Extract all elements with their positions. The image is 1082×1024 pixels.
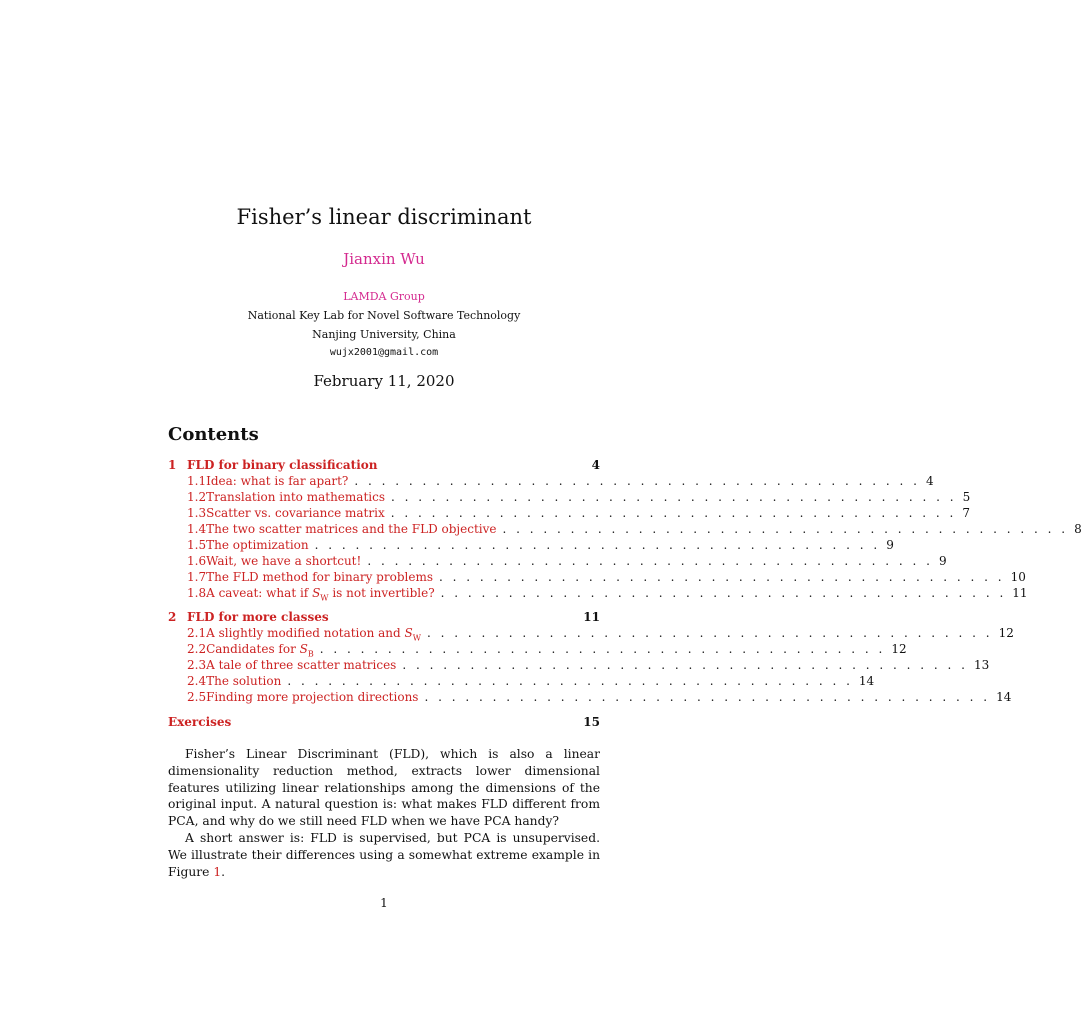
contents-heading: Contents bbox=[168, 424, 259, 445]
toc-page: 7 bbox=[962, 506, 970, 520]
affiliation-lab: National Key Lab for Novel Software Technology bbox=[247, 309, 521, 322]
math-sub: W bbox=[412, 633, 422, 643]
toc-subsection-2-1[interactable] bbox=[168, 625, 1014, 643]
toc-page: 8 bbox=[1074, 522, 1082, 536]
paragraph: Fisher’s Linear Discriminant (FLD), which is also a linear dimensionality reduction method, extracts lower dimensional features utilizing linear relationships among the dimensions of the original input. A natural question is: what makes FLD different from PCA, and why do we still need FLD when we have PCA handy? bbox=[168, 747, 600, 829]
toc-leader: . . . . . . . . . . . . . . . . . . . . . . . . . . . . . . . . . . . . . . . . . . bbox=[427, 626, 993, 640]
toc-page: 11 bbox=[583, 610, 600, 624]
toc-leader: . . . . . . . . . . . . . . . . . . . . . . . . . . . . . . . . . . . . . . . . . . bbox=[440, 586, 1007, 600]
toc-title[interactable]: Idea: what is far apart? bbox=[206, 474, 349, 488]
toc-section-2[interactable] bbox=[168, 609, 600, 625]
toc-page: 12 bbox=[891, 642, 907, 656]
figure-reference-link[interactable]: 1 bbox=[213, 864, 222, 879]
toc-title[interactable]: The two scatter matrices and the FLD objective bbox=[206, 522, 497, 536]
toc-page: 13 bbox=[973, 658, 990, 672]
toc-number: 2.1 bbox=[187, 626, 207, 640]
paper-date: February 11, 2020 bbox=[313, 372, 455, 390]
toc-title[interactable]: Scatter vs. covariance matrix bbox=[206, 506, 385, 520]
toc-subsection-2-2[interactable] bbox=[168, 641, 907, 659]
toc-title[interactable]: A tale of three scatter matrices bbox=[206, 658, 397, 672]
toc-exercises[interactable] bbox=[168, 714, 600, 730]
math-var: S bbox=[404, 626, 413, 640]
toc-subsection-1-3[interactable] bbox=[168, 505, 970, 521]
toc-page: 15 bbox=[583, 715, 600, 729]
math-sub: W bbox=[320, 593, 329, 603]
toc-leader: . . . . . . . . . . . . . . . . . . . . . . . . . . . . . . . . . . . . . . . . . . bbox=[314, 538, 881, 552]
toc-number: 1.5 bbox=[187, 538, 207, 552]
toc-title[interactable]: Exercises bbox=[168, 715, 232, 729]
toc-title[interactable]: The optimization bbox=[206, 538, 309, 552]
toc-leader: . . . . . . . . . . . . . . . . . . . . . . . . . . . . . . . . . . . . . . . . . . bbox=[390, 506, 957, 520]
toc-title-pre: A caveat: what if bbox=[206, 586, 313, 600]
toc-page: 9 bbox=[938, 554, 947, 568]
toc-title[interactable]: FLD for binary classification bbox=[187, 458, 378, 472]
paragraph-text: A short answer is: FLD is supervised, but PCA is unsupervised. We illustrate their differences using a somewhat extreme example in Figure bbox=[168, 830, 600, 879]
paper-title: Fisher’s linear discriminant bbox=[236, 205, 532, 229]
toc-leader: . . . . . . . . . . . . . . . . . . . . . . . . . . . . . . . . . . . . . . . . . . bbox=[424, 690, 991, 704]
toc-leader: . . . . . . . . . . . . . . . . . . . . . . . . . . . . . . . . . . . . . . . . . . bbox=[390, 490, 957, 504]
math-sub: B bbox=[307, 649, 314, 659]
toc-page: 9 bbox=[886, 538, 894, 552]
toc-number: 2.4 bbox=[187, 674, 207, 688]
toc-subsection-1-1[interactable] bbox=[168, 473, 934, 489]
toc-page: 14 bbox=[996, 690, 1012, 704]
toc-subsection-1-5[interactable] bbox=[168, 537, 894, 553]
toc-title-pre: A slightly modified notation and bbox=[206, 626, 405, 640]
toc-page: 10 bbox=[1010, 570, 1026, 584]
paragraph bbox=[168, 830, 600, 880]
math-var: S bbox=[299, 642, 308, 656]
toc-section-1[interactable] bbox=[168, 457, 600, 473]
toc-subsection-1-8[interactable] bbox=[168, 585, 1028, 603]
toc-page: 12 bbox=[998, 626, 1014, 640]
toc-leader: . . . . . . . . . . . . . . . . . . . . . . . . . . . . . . . . . . . . . . . . . . bbox=[502, 522, 1069, 536]
toc-title[interactable]: Wait, we have a shortcut! bbox=[206, 554, 362, 568]
toc-leader: . . . . . . . . . . . . . . . . . . . . . . . . . . . . . . . . . . . . . . . . . . bbox=[287, 674, 853, 688]
toc-page: 11 bbox=[1012, 586, 1028, 600]
toc-number: 1.7 bbox=[187, 570, 207, 584]
toc-leader: . . . . . . . . . . . . . . . . . . . . . . . . . . . . . . . . . . . . . . . . . . bbox=[367, 554, 933, 568]
toc-page: 14 bbox=[858, 674, 875, 688]
toc-title[interactable]: Finding more projection directions bbox=[206, 690, 419, 704]
body-text bbox=[168, 746, 600, 880]
toc-page: 4 bbox=[925, 474, 934, 488]
toc-subsection-1-6[interactable] bbox=[168, 553, 947, 569]
toc-leader: . . . . . . . . . . . . . . . . . . . . . . . . . . . . . . . . . . . . . . . . . . bbox=[319, 642, 886, 656]
toc-number: 2.3 bbox=[187, 658, 207, 672]
toc-number: 1.1 bbox=[187, 474, 207, 488]
toc-title[interactable]: The solution bbox=[206, 674, 282, 688]
toc-title[interactable]: FLD for more classes bbox=[187, 610, 329, 624]
toc-number: 1.8 bbox=[187, 586, 207, 600]
toc-subsection-1-4[interactable] bbox=[168, 521, 1082, 537]
toc-subsection-2-5[interactable] bbox=[168, 689, 1012, 705]
affiliation-university: Nanjing University, China bbox=[312, 328, 456, 341]
toc-number: 2 bbox=[168, 610, 177, 624]
toc-number: 1 bbox=[168, 458, 177, 472]
toc-subsection-1-7[interactable] bbox=[168, 569, 1026, 585]
toc-subsection-2-4[interactable] bbox=[168, 673, 875, 689]
toc-title[interactable]: Translation into mathematics bbox=[206, 490, 385, 504]
math-var: S bbox=[312, 586, 321, 600]
paragraph-end: . bbox=[221, 864, 226, 879]
toc-number: 2.5 bbox=[187, 690, 207, 704]
author-name[interactable]: Jianxin Wu bbox=[343, 250, 425, 268]
toc-leader: . . . . . . . . . . . . . . . . . . . . . . . . . . . . . . . . . . . . . . . . . . bbox=[402, 658, 968, 672]
toc-subsection-1-2[interactable] bbox=[168, 489, 971, 505]
toc-title[interactable] bbox=[206, 585, 435, 606]
toc-number: 1.3 bbox=[187, 506, 207, 520]
toc-subsection-2-3[interactable] bbox=[168, 657, 990, 673]
toc-leader: . . . . . . . . . . . . . . . . . . . . . . . . . . . . . . . . . . . . . . . . . . bbox=[354, 474, 920, 488]
author-email[interactable]: wujx2001@gmail.com bbox=[329, 347, 439, 358]
toc-number: 2.2 bbox=[187, 642, 207, 656]
toc-leader: . . . . . . . . . . . . . . . . . . . . . . . . . . . . . . . . . . . . . . . . . . bbox=[438, 570, 1005, 584]
toc-title-post: is not invertible? bbox=[328, 586, 435, 600]
toc-title-pre: Candidates for bbox=[206, 642, 300, 656]
toc-number: 1.2 bbox=[187, 490, 207, 504]
affiliation-group[interactable]: LAMDA Group bbox=[343, 290, 425, 303]
toc-title[interactable]: The FLD method for binary problems bbox=[206, 570, 433, 584]
page-number: 1 bbox=[380, 896, 388, 910]
toc-page: 4 bbox=[591, 458, 600, 472]
toc-page: 5 bbox=[962, 490, 971, 504]
toc-number: 1.4 bbox=[187, 522, 207, 536]
toc-number: 1.6 bbox=[187, 554, 207, 568]
